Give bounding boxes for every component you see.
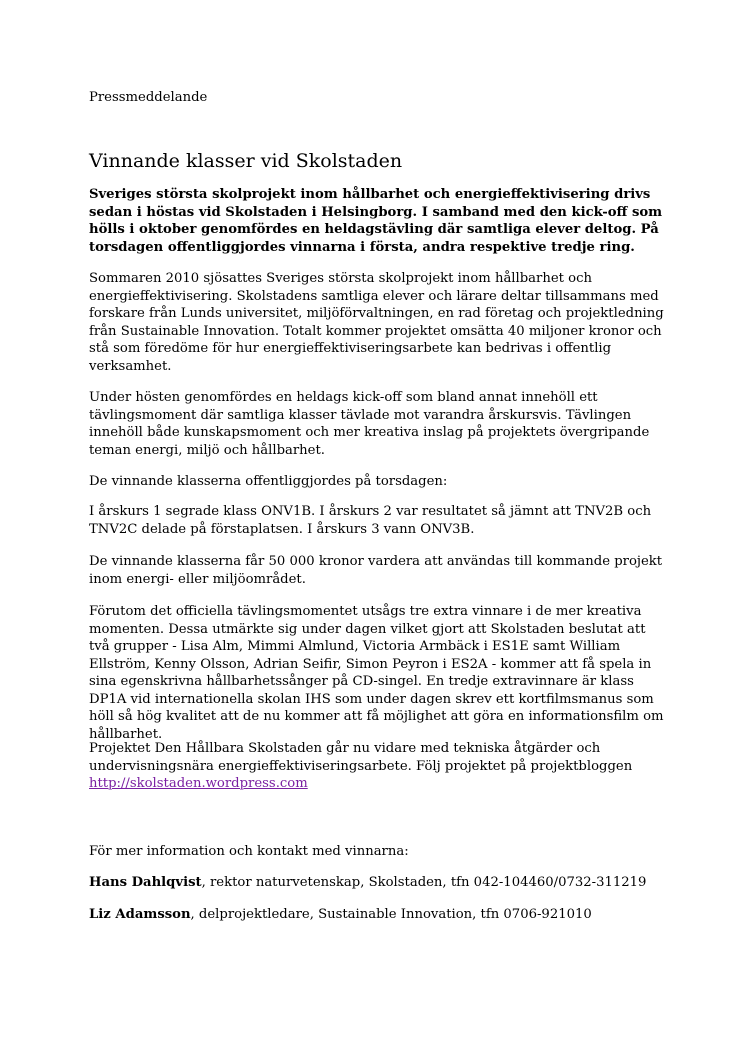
body-paragraph-5: De vinnande klasserna får 50 000 kronor vardera att användas till kommande projekt inom energi- eller miljöområdet. <box>89 554 663 587</box>
body-paragraph-6: Förutom det officiella tävlingsmomentet utsågs tre extra vinnare i de mer kreativa momenten. Dessa utmärkte sig under dagen vilket gjort att Skolstaden beslutat att två grupper - Lisa Alm, Mimmi Almlund, Victoria Armbäck i ES1E samt William Ellström, Kenny Olsson, Adrian Seifir, Simon Peyron i ES2A - kommer att få spela in sina egenskrivna hållbarhetssånger på CD-singel. En tredje extravinnare är klass DP1A vid internationella skolan IHS som under dagen skrev ett kortfilmsmanus som höll så hög kvalitet att de nu kommer att få möjlighet att göra en informationsfilm om hållbarhet. <box>89 604 664 742</box>
contact-2-details: , delprojektledare, Sustainable Innovation, tfn 0706-921010 <box>190 907 592 922</box>
lead-paragraph: Sveriges största skolprojekt inom hållbarhet och energieffektivisering drivs sedan i höstas vid Skolstaden i Helsingborg. I samband med den kick-off som hölls i oktober genomfördes en heldagstävling där samtliga elever deltog. På torsdagen offentliggjordes vinnarna i första, andra respektive tredje ring. <box>89 187 663 255</box>
contact-2 <box>89 906 669 924</box>
contact-1-details: , rektor naturvetenskap, Skolstaden, tfn 042-104460/0732-311219 <box>201 875 647 890</box>
page-title: Vinnande klasser vid Skolstaden <box>89 150 403 172</box>
body-paragraph-2: Under hösten genomfördes en heldags kick-off som bland annat innehöll ett tävlingsmoment där samtliga klasser tävlade mot varandra årskursvis. Tävlingen innehöll både kunskapsmoment och mer kreativa inslag på projektets övergripande teman energi, miljö och hållbarhet. <box>89 390 650 458</box>
body-paragraph-3: De vinnande klasserna offentliggjordes på torsdagen: <box>89 474 448 489</box>
contact-1-name: Hans Dahlqvist <box>89 875 202 890</box>
body-paragraph-4: I årskurs 1 segrade klass ONV1B. I årskurs 2 var resultatet så jämnt att TNV2B och TNV2C delade på förstaplatsen. I årskurs 3 vann ONV3B. <box>89 504 652 537</box>
contact-intro: För mer information och kontakt med vinnarna: <box>89 844 409 859</box>
body-paragraph-7 <box>89 740 669 793</box>
body-paragraph-1: Sommaren 2010 sjösattes Sveriges största skolprojekt inom hållbarhet och energieffektivisering. Skolstadens samtliga elever och lärare deltar tillsammans med forskare från Lunds universitet, miljöförvaltningen, en rad företag och projektledning från Sustainable Innovation. Totalt kommer projektet omsätta 40 miljoner kronor och stå som föredöme för hur energieffektiviseringsarbete kan bedrivas i offentlig verksamhet. <box>89 271 664 374</box>
body-paragraph-7-text: Projektet Den Hållbara Skolstaden går nu vidare med tekniska åtgärder och undervisningsnära energieffektiviseringsarbete. Följ projektet på projektbloggen <box>89 741 633 774</box>
document-label: Pressmeddelande <box>89 90 208 105</box>
contact-2-name: Liz Adamsson <box>89 907 191 922</box>
blog-link[interactable]: http://skolstaden.wordpress.com <box>89 776 308 791</box>
contact-1 <box>89 874 669 892</box>
